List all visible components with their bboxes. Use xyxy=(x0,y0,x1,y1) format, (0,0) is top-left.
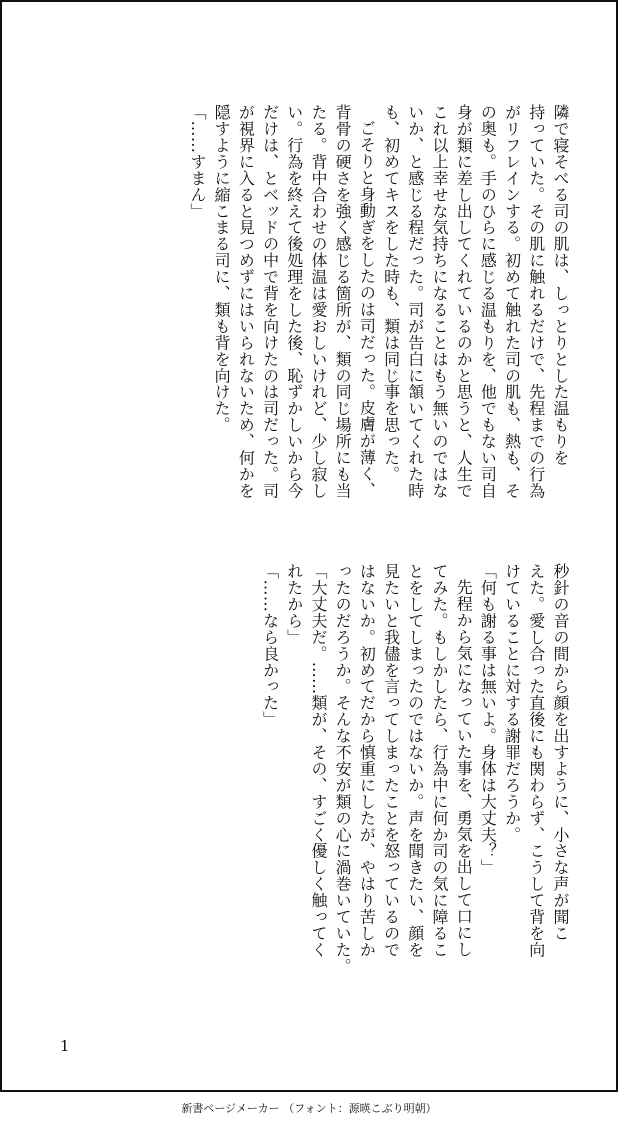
text-block-bottom xyxy=(52,563,572,1019)
text-line: い。行為を終えて後処理をした後、恥ずかしいから今 xyxy=(284,104,304,499)
text-line: 隠すように縮こまる司に、類も背を向けた。 xyxy=(212,104,232,433)
text-line: とをしてしまったのではないか。声を聞きたい、顔を xyxy=(405,563,425,958)
text-line: 持っていた。その肌に触れるだけで、先程までの行為 xyxy=(526,104,546,499)
text-line: たる。背中合わせの体温は愛おしいけれど、少し寂し xyxy=(308,104,328,499)
dialogue-line: 「……すまん」 xyxy=(187,104,207,220)
text-line: いか、と感じる程だった。司が告白に頷いてくれた時 xyxy=(405,104,425,499)
text-line: えた。愛し合った直後にも関わらず、こうして背を向 xyxy=(526,563,546,958)
text-line: も、初めてキスをした時も、類は同じ事を思った。 xyxy=(381,104,401,483)
text-line: 身が類に差し出してくれているのかと思うと、人生で xyxy=(454,104,474,499)
dialogue-line: れたから」 xyxy=(284,563,304,646)
dialogue-line: 「……なら良かった」 xyxy=(260,563,280,728)
text-block-top xyxy=(52,104,572,534)
text-line: の奥も。手のひらに感じる温もりを、他でもない司自 xyxy=(478,104,498,499)
text-line: けていることに対する謝罪だろうか。 xyxy=(502,563,522,843)
text-line: ごそりと身動ぎをしたのは司だった。皮膚が薄く、 xyxy=(357,120,377,499)
text-line: はないか。初めてだから慎重にしたが、やはり苦しか xyxy=(357,563,377,958)
text-line: 背骨の硬さを強く感じる箇所が、類の同じ場所にも当 xyxy=(333,104,353,499)
text-line: てみた。もしかしたら、行為中に何か司の気に障るこ xyxy=(429,563,449,958)
text-line: が視界に入ると見つめずにはいられないため、何かを xyxy=(236,104,256,499)
text-line: 隣で寝そべる司の肌は、しっとりとした温もりを xyxy=(551,104,570,466)
text-line: これ以上幸せな気持ちになることはもう無いのではな xyxy=(429,104,449,499)
text-line: ったのだろうか。そんな不安が類の心に渦巻いていた。 xyxy=(333,563,353,975)
text-line: がリフレインする。初めて触れた司の肌も、熱も、そ xyxy=(502,104,522,499)
text-line: 秒針の音の間から顔を出すように、小さな声が聞こ xyxy=(551,563,570,942)
dialogue-line: 「何も謝る事は無いよ。身体は大丈夫？」 xyxy=(478,563,498,876)
dialogue-line: 「大丈夫だ。……類が、その、すごく優しく触ってく xyxy=(308,563,328,958)
footer-credit: 新書ページメーカー （フォント：源暎こぶり明朝） xyxy=(181,1102,437,1115)
text-line: だけは、とベッドの中で背を向けたのは司だった。司 xyxy=(260,104,280,499)
page-number: 1 xyxy=(60,1037,70,1055)
text-line: 見たいと我儘を言ってしまったことを怒っているので xyxy=(381,563,401,958)
text-line: 先程から気になっていた事を、勇気を出して口にし xyxy=(454,579,474,958)
